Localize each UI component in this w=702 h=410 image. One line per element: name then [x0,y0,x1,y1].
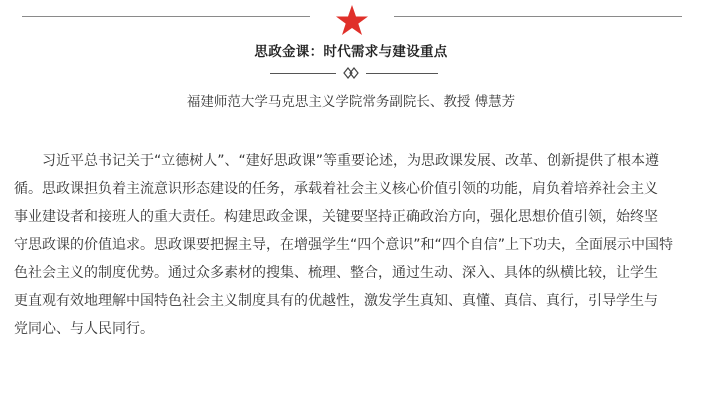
body-line: 事业建设者和接班人的重大责任。构建思政金课，关键要坚持正确政治方向，强化思想价值引领，始终坚 [14,209,658,225]
body-line: 党同心、与人民同行。 [14,321,154,337]
header-divider-right [394,16,682,17]
star-icon [335,4,369,38]
article-body [14,147,696,343]
article-title: 思政金课：时代需求与建设重点 [254,44,448,60]
author-byline: 福建师范大学马克思主义学院常务副院长、教授 傅慧芳 [186,94,516,110]
body-line: 守思政课的价值追求。思政课要把握主导，在增强学生“四个意识”和“四个自信”上下功夫，全面展示中国特 [14,237,674,253]
body-line: 循。思政课担负着主流意识形态建设的任务，承载着社会主义核心价值引领的功能，肩负着培养社会主义 [14,181,658,197]
body-line: 更直观有效地理解中国特色社会主义制度具有的优越性，激发学生真知、真懂、真信、真行，引导学生与 [14,293,658,309]
body-line: 习近平总书记关于“立德树人”、“建好思政课”等重要论述，为思政课发展、改革、创新提供了根本遵 [42,153,660,169]
body-line: 色社会主义的制度优势。通过众多素材的搜集、梳理、整合，通过生动、深入、具体的纵横比较，让学生 [14,265,658,281]
title-underline-right [366,73,438,74]
header-divider-left [22,16,310,17]
title-underline-left [270,73,336,74]
double-diamond-icon [343,67,359,79]
